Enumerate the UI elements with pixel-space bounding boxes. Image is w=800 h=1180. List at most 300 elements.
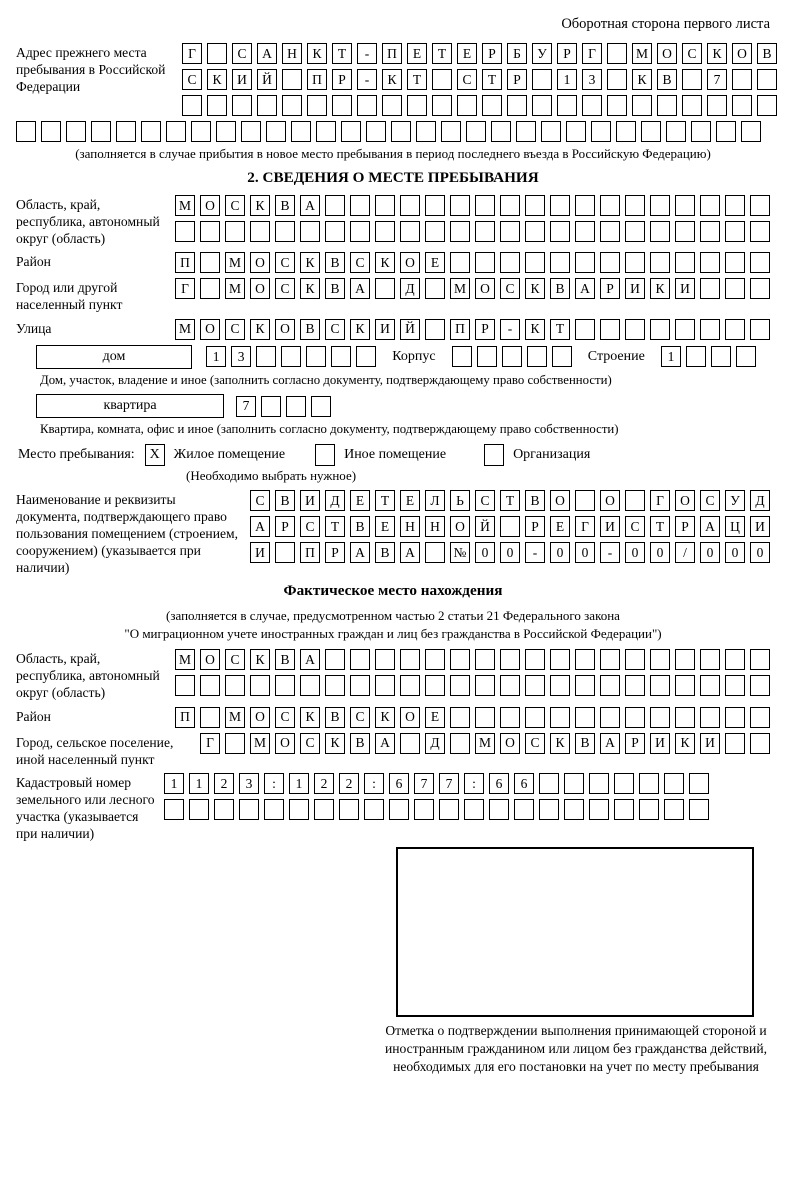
char-cell [641,121,661,142]
grid-row-prev-address-2 [182,69,777,90]
char-cell [750,649,770,670]
char-cell: Т [332,43,352,64]
char-cell: С [275,252,295,273]
char-cell [216,121,236,142]
char-cell [575,707,595,728]
char-cell: Т [375,490,395,511]
char-cell [639,799,659,820]
char-cell [675,195,695,216]
char-cell: 1 [189,773,209,794]
char-cell [750,675,770,696]
char-cell: О [500,733,520,754]
char-cell: Б [507,43,527,64]
char-cell: Н [282,43,302,64]
char-cell: М [175,319,195,340]
grid-row-document-2 [250,516,770,537]
char-cell: Г [582,43,602,64]
char-cell: В [275,490,295,511]
char-cell [600,252,620,273]
char-cell [541,121,561,142]
char-cell: С [225,319,245,340]
char-cell: Г [182,43,202,64]
char-cell [675,221,695,242]
char-cell: К [525,319,545,340]
char-cell [66,121,86,142]
region2-block [16,649,770,701]
actual-location-title: Фактическое место нахождения [283,582,503,600]
char-cell [450,221,470,242]
char-cell: Р [332,69,352,90]
char-cell: О [250,278,270,299]
grid-house-number [206,346,376,367]
char-cell: И [600,516,620,537]
char-cell: 0 [750,542,770,563]
apartment-caption: Квартира, комната, офис и иное (заполнить согласно документу, подтверждающему право собственности) [40,422,619,437]
char-cell [450,733,470,754]
char-cell [464,799,484,820]
char-cell [225,675,245,696]
char-cell [477,346,497,367]
char-cell: М [250,733,270,754]
choose-note: (Необходимо выбрать нужное) [186,467,357,483]
char-cell [689,799,709,820]
char-cell: В [275,195,295,216]
char-cell: Е [425,252,445,273]
char-cell [214,799,234,820]
char-cell: В [350,516,370,537]
char-cell [732,69,752,90]
char-cell: 3 [231,346,251,367]
grid-row-district2 [175,707,770,728]
char-cell: О [275,319,295,340]
grid-row-prev-address-3 [182,95,777,116]
grid-row-district [175,252,770,273]
char-cell [614,799,634,820]
grid-row-document-3 [250,542,770,563]
char-cell [716,121,736,142]
char-cell [500,649,520,670]
char-cell [241,121,261,142]
char-cell [450,252,470,273]
char-cell: Р [675,516,695,537]
char-cell: Е [407,43,427,64]
char-cell [632,95,652,116]
prev-address-rows [182,43,777,116]
grid-row-region-1 [175,195,770,216]
char-cell [264,799,284,820]
char-cell [625,319,645,340]
char-cell: О [600,490,620,511]
char-cell [525,221,545,242]
district-block [16,252,770,273]
region-block [16,195,770,247]
char-cell: 3 [582,69,602,90]
cadastre-label: Кадастровый номер земельного или лесного участка (указывается при наличии) [16,774,155,842]
char-cell [527,346,547,367]
cadastre-rows [164,773,709,820]
district2-label: Район [16,708,51,724]
char-cell [700,707,720,728]
char-cell [639,773,659,794]
char-cell [357,95,377,116]
char-cell: Р [600,278,620,299]
char-cell: 1 [206,346,226,367]
char-cell [289,799,309,820]
checkbox-residential: X [145,444,165,466]
char-cell: О [250,252,270,273]
char-cell: К [325,733,345,754]
char-cell [166,121,186,142]
char-cell [500,252,520,273]
char-cell [550,221,570,242]
char-cell: В [275,649,295,670]
char-cell [550,252,570,273]
char-cell [475,195,495,216]
char-cell: М [450,278,470,299]
char-cell: № [450,542,470,563]
char-cell [525,675,545,696]
char-cell: 0 [575,542,595,563]
char-cell [356,346,376,367]
char-cell [164,799,184,820]
city2-block [16,733,770,768]
char-cell [600,319,620,340]
char-cell [525,195,545,216]
char-cell [475,707,495,728]
char-cell: 0 [475,542,495,563]
char-cell: К [250,319,270,340]
actual-location-caption-2: "О миграционном учете иностранных граждан и лиц без гражданства в Российской Федерации") [124,626,662,642]
char-cell [207,95,227,116]
char-cell: Ц [725,516,745,537]
char-cell [489,799,509,820]
char-cell [350,675,370,696]
char-cell [700,221,720,242]
char-cell: Т [650,516,670,537]
char-cell [200,278,220,299]
char-cell: Е [375,516,395,537]
char-cell: П [382,43,402,64]
char-cell [664,773,684,794]
char-cell: К [675,733,695,754]
char-cell: О [657,43,677,64]
char-cell: В [375,542,395,563]
char-cell [575,252,595,273]
char-cell [650,675,670,696]
char-cell [239,799,259,820]
char-cell [475,221,495,242]
char-cell: Т [432,43,452,64]
char-cell [182,95,202,116]
char-cell [539,799,559,820]
char-cell: М [225,707,245,728]
char-cell [725,221,745,242]
char-cell: С [232,43,252,64]
char-cell: С [682,43,702,64]
char-cell [625,490,645,511]
char-cell [257,95,277,116]
char-cell: И [650,733,670,754]
grid-row-region-2 [175,221,770,242]
char-cell: О [400,707,420,728]
char-cell [539,773,559,794]
char-cell [16,121,36,142]
char-cell [300,675,320,696]
char-cell: П [175,707,195,728]
char-cell: 7 [439,773,459,794]
char-cell [625,195,645,216]
char-cell [616,121,636,142]
city-block [16,278,770,313]
char-cell [552,346,572,367]
char-cell: Р [275,516,295,537]
char-cell: И [232,69,252,90]
char-cell [675,252,695,273]
char-cell [600,195,620,216]
char-cell: / [675,542,695,563]
char-cell: К [300,278,320,299]
char-cell [425,542,445,563]
char-cell [725,319,745,340]
char-cell: С [350,252,370,273]
char-cell [650,649,670,670]
char-cell [400,649,420,670]
char-cell: - [525,542,545,563]
char-cell [311,396,331,417]
char-cell [325,649,345,670]
char-cell: О [200,649,220,670]
char-cell: В [657,69,677,90]
char-cell [525,252,545,273]
char-cell [339,799,359,820]
char-cell: Р [557,43,577,64]
char-cell [664,799,684,820]
char-cell: К [307,43,327,64]
char-cell: А [400,542,420,563]
char-cell [332,95,352,116]
char-cell [500,675,520,696]
char-cell [607,95,627,116]
char-cell [91,121,111,142]
char-cell: Г [650,490,670,511]
char-cell: К [300,252,320,273]
char-cell [275,542,295,563]
district2-block [16,707,770,728]
char-cell [175,675,195,696]
char-cell: 6 [389,773,409,794]
char-cell [525,649,545,670]
char-cell [116,121,136,142]
char-cell: О [200,195,220,216]
char-cell: К [375,252,395,273]
char-cell [250,221,270,242]
char-cell [700,278,720,299]
char-cell [582,95,602,116]
grid-row-region2-1 [175,649,770,670]
char-cell [557,95,577,116]
char-cell [625,252,645,273]
char-cell [675,675,695,696]
char-cell [675,319,695,340]
house-box: дом [36,345,192,369]
char-cell [475,649,495,670]
char-cell [550,675,570,696]
street-label: Улица [16,320,52,336]
char-cell [750,319,770,340]
char-cell: 1 [661,346,681,367]
char-cell: С [275,278,295,299]
apartment-row [36,394,770,418]
char-cell: 0 [550,542,570,563]
char-cell [725,707,745,728]
char-cell: О [475,278,495,299]
char-cell: С [350,707,370,728]
char-cell [686,346,706,367]
char-cell: О [200,319,220,340]
char-cell [191,121,211,142]
char-cell [225,221,245,242]
apartment-box: квартира [36,394,224,418]
char-cell: П [175,252,195,273]
char-cell [414,799,434,820]
char-cell: С [250,490,270,511]
char-cell: К [375,707,395,728]
char-cell: Т [550,319,570,340]
char-cell: И [700,733,720,754]
char-cell [291,121,311,142]
char-cell: И [300,490,320,511]
char-cell: С [300,733,320,754]
char-cell: С [475,490,495,511]
char-cell: Р [507,69,527,90]
char-cell: Е [350,490,370,511]
char-cell [650,252,670,273]
char-cell [525,707,545,728]
char-cell [625,707,645,728]
char-cell: К [250,649,270,670]
char-cell: 1 [289,773,309,794]
region2-label: Область, край, республика, автономный округ (область) [16,651,160,701]
char-cell [425,319,445,340]
char-cell [711,346,731,367]
char-cell [482,95,502,116]
char-cell: В [325,278,345,299]
grid-row-street [175,319,770,340]
char-cell: М [475,733,495,754]
char-cell: Е [550,516,570,537]
char-cell: А [375,733,395,754]
char-cell: К [350,319,370,340]
checkbox-other-premises [315,444,335,466]
char-cell: Т [500,490,520,511]
char-cell: А [350,542,370,563]
char-cell: С [700,490,720,511]
char-cell [389,799,409,820]
char-cell [732,95,752,116]
char-cell [691,121,711,142]
char-cell [575,490,595,511]
region-label: Область, край, республика, автономный округ (область) [16,196,160,247]
char-cell [364,799,384,820]
char-cell: Р [482,43,502,64]
char-cell [675,707,695,728]
char-cell [650,195,670,216]
char-cell [189,799,209,820]
char-cell: 1 [557,69,577,90]
char-cell: С [625,516,645,537]
char-cell: П [300,542,320,563]
char-cell [375,649,395,670]
char-cell [200,707,220,728]
char-cell [316,121,336,142]
grid-row-prev-address-1 [182,43,777,64]
char-cell [591,121,611,142]
char-cell [575,675,595,696]
char-cell: Т [325,516,345,537]
char-cell: А [250,516,270,537]
char-cell [314,799,334,820]
char-cell [475,675,495,696]
char-cell: А [575,278,595,299]
char-cell: : [364,773,384,794]
char-cell: 7 [707,69,727,90]
char-cell [532,69,552,90]
char-cell [400,675,420,696]
char-cell [500,221,520,242]
grid-row-cadastre-1 [164,773,709,794]
char-cell [232,95,252,116]
grid-row-prev-address-4 [16,121,770,142]
char-cell: В [325,707,345,728]
document-rows [250,490,770,563]
char-cell [575,195,595,216]
char-cell: К [250,195,270,216]
char-cell [200,675,220,696]
char-cell: Г [175,278,195,299]
char-cell [600,649,620,670]
char-cell: О [250,707,270,728]
char-cell [507,95,527,116]
char-cell [575,221,595,242]
prev-address-label: Адрес прежнего места пребывания в Российской Федерации [16,45,166,95]
char-cell [707,95,727,116]
option-residential-label: Жилое помещение [173,446,286,462]
char-cell [256,346,276,367]
region-rows [175,195,770,242]
char-cell [450,675,470,696]
char-cell [700,319,720,340]
char-cell: К [300,707,320,728]
char-cell [225,733,245,754]
char-cell: 2 [339,773,359,794]
char-cell [491,121,511,142]
header-note: Оборотная сторона первого листа [561,16,770,32]
char-cell: Т [407,69,427,90]
char-cell: И [625,278,645,299]
char-cell [589,799,609,820]
char-cell: Р [625,733,645,754]
char-cell [400,221,420,242]
char-cell [750,733,770,754]
char-cell [600,707,620,728]
char-cell: В [550,278,570,299]
char-cell [600,221,620,242]
char-cell [657,95,677,116]
char-cell: Е [457,43,477,64]
char-cell [589,773,609,794]
grid-stroenie [661,346,756,367]
char-cell [286,396,306,417]
